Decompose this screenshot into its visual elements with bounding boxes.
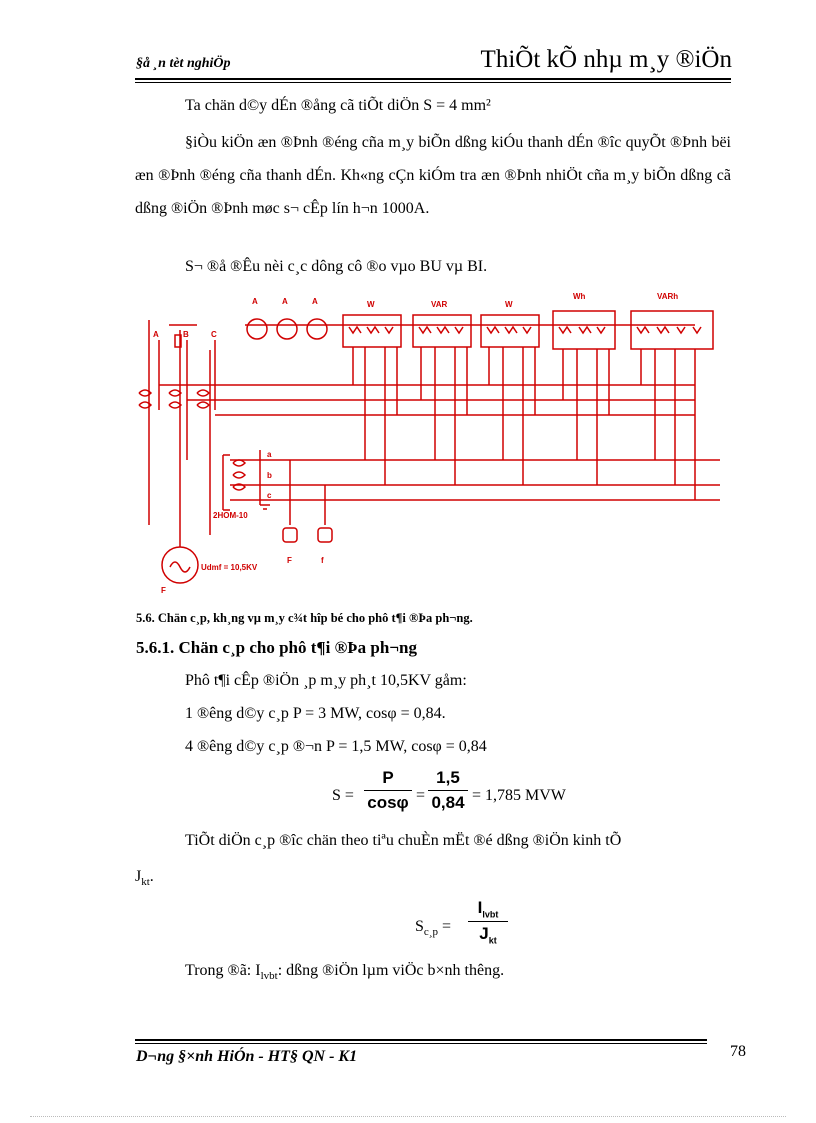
freq-label-lower: f <box>321 556 324 565</box>
footer-rule <box>135 1039 707 1041</box>
paragraph-2: §iÒu kiÖn æn ®Þnh ®éng cña m¸y biÕn dßng kiÓu thanh dÉn ®îc quyÕt ®Þnh bëi æn ®Þnh ®éng cña thanh dÉn. Kh«ng cÇn kiÓm tra æn ®Þnh nhiÖt cña m¸y biÕn dßng cã dßng ®iÖn ®Þnh møc s¬ cÊp lín h¬n 1000A. <box>135 134 731 217</box>
paragraph-5-rest: : dßng ®iÖn lµm viÖc b×nh thêng. <box>277 962 505 979</box>
section-heading: 5.6.1. Chän c¸p cho phô t¶i ®Þa ph¬ng <box>136 638 417 657</box>
bus-label-c: c <box>267 491 272 500</box>
phase-label-a: A <box>153 330 159 339</box>
formula-1-num-2: 1,5 <box>428 768 468 791</box>
formula-2-num-sub: lvbt <box>482 909 499 920</box>
meter-label-a3: A <box>312 297 318 306</box>
formula-1-rhs: = 1,785 MVW <box>472 787 566 804</box>
load-line-2: 4 ®êng d©y c¸p ®¬n P = 1,5 MW, cosφ = 0,84 <box>185 738 487 755</box>
jkt-symbol: J <box>135 868 142 885</box>
generator-name: F <box>161 586 166 595</box>
page-number: 78 <box>730 1043 746 1060</box>
header-left: §å ¸n tèt nghiÖp <box>136 56 231 71</box>
vt-label: 2HOM-10 <box>213 511 248 520</box>
meter-label-wh: Wh <box>573 292 586 301</box>
freq-label-upper: F <box>287 556 292 565</box>
bus-label-b: b <box>267 471 272 480</box>
meter-label-w2: W <box>505 300 513 309</box>
paragraph-4: TiÕt diÖn c¸p ®îc chän theo tiªu chuÈn mËt ®é dßng ®iÖn kinh tÕ <box>185 832 622 849</box>
paragraph-4-tail: $J_{kt}$. <box>135 868 154 889</box>
header-right: ThiÕt kÕ nhµ m¸y ®iÖn <box>480 46 732 73</box>
meter-label-w1: W <box>367 300 375 309</box>
formula-2-eq: = <box>441 918 451 935</box>
formula-2-lhs <box>415 918 451 938</box>
bus-label-a: a <box>267 450 272 459</box>
meter-label-varh: VARh <box>657 292 679 301</box>
formula-1-num-1: P <box>364 768 412 791</box>
formula-2-den <box>468 922 508 945</box>
meter-label-a1: A <box>252 297 258 306</box>
formula-2-lhs-sub: c¸p <box>423 926 438 939</box>
phase-label-c: C <box>211 330 217 339</box>
paragraph-3: S¬ ®å ®Êu nèi c¸c dông cô ®o vµo BU vµ BI. <box>185 258 488 275</box>
formula-2-num-symbol: I <box>477 898 483 917</box>
wiring-diagram <box>135 285 725 605</box>
formula-2-num <box>468 898 508 922</box>
formula-2-den-sub: kt <box>488 935 497 946</box>
formula-1-fraction-2 <box>428 768 468 813</box>
phase-label-b: B <box>183 330 189 339</box>
formula-1-den-2: 0,84 <box>431 793 465 812</box>
formula-1-fraction-1 <box>364 768 412 813</box>
load-line-1: 1 ®êng d©y c¸p P = 3 MW, cosφ = 0,84. <box>185 705 446 722</box>
paragraph-5-start: Trong ®ã: I <box>185 962 261 979</box>
load-intro-line: Phô t¶i cÊp ®iÖn ¸p m¸y ph¸t 10,5KV gåm: <box>185 672 467 689</box>
paragraph-5-sub: lvbt <box>260 970 278 983</box>
formula-2-den-symbol: J <box>479 924 489 944</box>
paragraph-1: Ta chän d©y dÉn ®ång cã tiÕt diÖn S = 4 mm² <box>185 97 491 114</box>
header-rule-thin <box>135 82 731 83</box>
jkt-subscript: kt <box>141 876 150 889</box>
meter-label-var: VAR <box>431 300 448 309</box>
meter-label-a2: A <box>282 297 288 306</box>
formula-2-fraction <box>468 898 508 946</box>
page-edge-dotted <box>30 1116 786 1117</box>
formula-1-eq: = <box>416 787 426 804</box>
figure-caption: 5.6. Chän c¸p, kh¸ng vµ m¸y c¾t hîp bé cho phô t¶i ®Þa ph¬ng. <box>136 611 473 625</box>
footer-rule-thin <box>135 1043 707 1044</box>
header-rule <box>135 78 731 80</box>
formula-2-lhs-symbol: S <box>415 918 424 935</box>
footer-author: D¬ng §×nh HiÓn - HT§ QN - K1 <box>136 1048 358 1065</box>
formula-1-den-1: cosφ <box>367 793 409 812</box>
generator-rating: Udmf = 10,5KV <box>201 563 258 572</box>
paragraph-5 <box>185 962 504 982</box>
formula-1-lhs: S = <box>332 787 354 804</box>
